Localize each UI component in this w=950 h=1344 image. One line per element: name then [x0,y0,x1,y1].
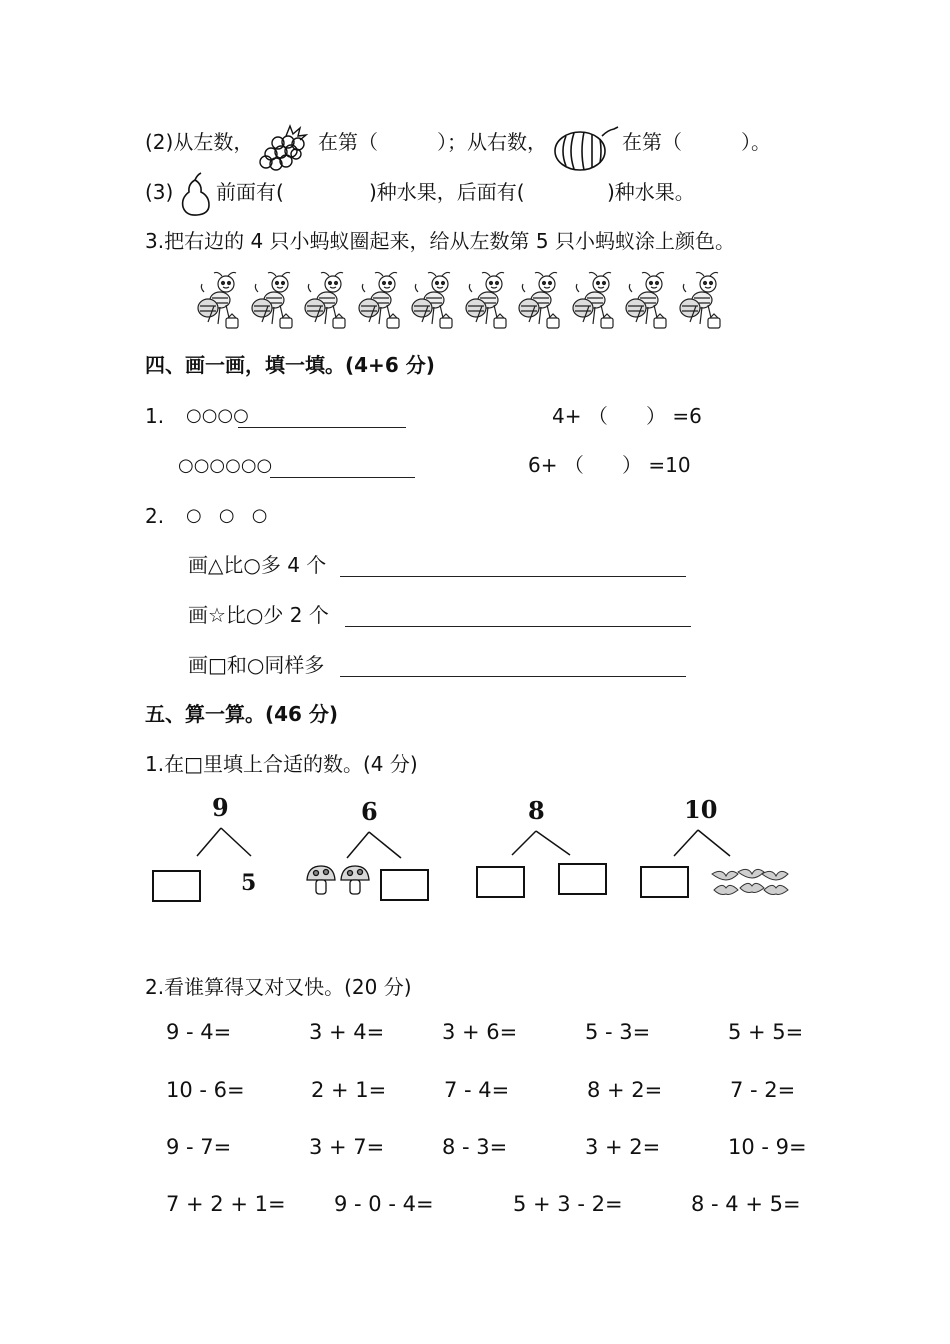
tree-4-branches [672,828,732,858]
s4-p1-num: 1. [145,404,165,428]
tree-2-top: 6 [361,797,378,826]
calc-r1-c3: 3 + 6= [442,1020,518,1044]
mushroom-pair-icon [304,862,376,898]
q3-text-b: 前面有( [216,180,284,204]
watermelon-icon [552,124,620,174]
ant-icon[interactable] [676,270,728,332]
q3-text-c: )种水果，后面有( [369,180,525,204]
s4-p2-answer-line-3[interactable] [340,676,686,677]
tree-3-right-box[interactable] [558,863,607,895]
calc-r2-c5: 7 - 2= [730,1078,796,1102]
q3-text-d: )种水果。 [607,180,695,204]
s4-p2-line1-label: 画△比○多 4 个 [188,553,327,577]
calc-r1-c4: 5 - 3= [585,1020,651,1044]
pear-icon [178,172,214,218]
s5-q1-title: 1.在□里填上合适的数。(4 分) [145,752,418,776]
s4-p2-circles: ○ ○ ○ [186,505,268,526]
tree-3-branches [510,829,572,857]
tree-3-left-box[interactable] [476,866,525,898]
tree-2-branches [345,830,403,860]
tree-1-left-box[interactable] [152,870,201,902]
calc-r1-c1: 9 - 4= [166,1020,232,1044]
calc-r2-c4: 8 + 2= [587,1078,663,1102]
tree-1-right: 5 [241,870,257,896]
s4-p2-num: 2. [145,504,165,528]
s4-p2-line3-label: 画□和○同样多 [188,653,325,677]
ant-icon[interactable] [194,270,246,332]
calc-r3-c3: 8 - 3= [442,1135,508,1159]
ant-row [194,270,734,334]
calc-r2-c3: 7 - 4= [444,1078,510,1102]
s4-p2-line2-label: 画☆比○少 2 个 [188,603,329,627]
ant-icon[interactable] [462,270,514,332]
calc-r1-c5: 5 + 5= [728,1020,804,1044]
tree-1-top: 9 [212,793,229,822]
section-5-title: 五、算一算。(46 分) [145,702,339,726]
s4-p2-answer-line-2[interactable] [345,626,691,627]
s4-p1-circles-b: ○○○○○○ [178,455,273,476]
s4-p1-equation-a: 4+ （ ） =6 [552,404,702,428]
s4-p1-circles-a: ○○○○ [186,405,249,426]
ants-instruction: 3.把右边的 4 只小蚂蚁圈起来，给从左数第 5 只小蚂蚁涂上颜色。 [145,229,735,253]
s4-p1-answer-line-b[interactable] [270,477,415,478]
s4-p1-answer-line-a[interactable] [238,427,406,428]
calc-r4-c3: 5 + 3 - 2= [513,1192,623,1216]
s4-p2-answer-line-1[interactable] [340,576,686,577]
tree-3-top: 8 [528,796,545,825]
calc-r4-c1: 7 + 2 + 1= [166,1192,286,1216]
q2-text-a: (2)从左数， [145,130,254,154]
ant-icon[interactable] [248,270,300,332]
q2-text-d: 在第（ [622,130,682,154]
calc-r3-c1: 9 - 7= [166,1135,232,1159]
calc-r2-c1: 10 - 6= [166,1078,245,1102]
calc-r2-c2: 2 + 1= [311,1078,387,1102]
calc-r1-c2: 3 + 4= [309,1020,385,1044]
calc-r3-c5: 10 - 9= [728,1135,807,1159]
q3-text-a: (3) [145,180,174,204]
grapes-icon [256,124,318,174]
calc-r4-c4: 8 - 4 + 5= [691,1192,801,1216]
q2-text-c: ）；从右数， [437,130,547,154]
q2-text-e: ）。 [741,130,771,154]
ant-icon[interactable] [622,270,674,332]
ant-icon[interactable] [301,270,353,332]
ant-icon[interactable] [355,270,407,332]
tree-4-left-box[interactable] [640,866,689,898]
s5-q2-title: 2.看谁算得又对又快。(20 分) [145,975,412,999]
section-4-title: 四、画一画，填一填。(4+6 分) [145,353,435,377]
q2-text-b: 在第（ [318,130,378,154]
tree-1-branches [195,826,253,858]
ant-icon[interactable] [569,270,621,332]
tree-4-top: 10 [684,795,718,824]
butterfly-triple-icon [708,866,788,902]
ant-icon[interactable] [515,270,567,332]
s4-p1-equation-b: 6+ （ ） =10 [528,453,691,477]
tree-2-right-box[interactable] [380,869,429,901]
calc-r4-c2: 9 - 0 - 4= [334,1192,434,1216]
ant-icon[interactable] [408,270,460,332]
calc-r3-c2: 3 + 7= [309,1135,385,1159]
calc-r3-c4: 3 + 2= [585,1135,661,1159]
